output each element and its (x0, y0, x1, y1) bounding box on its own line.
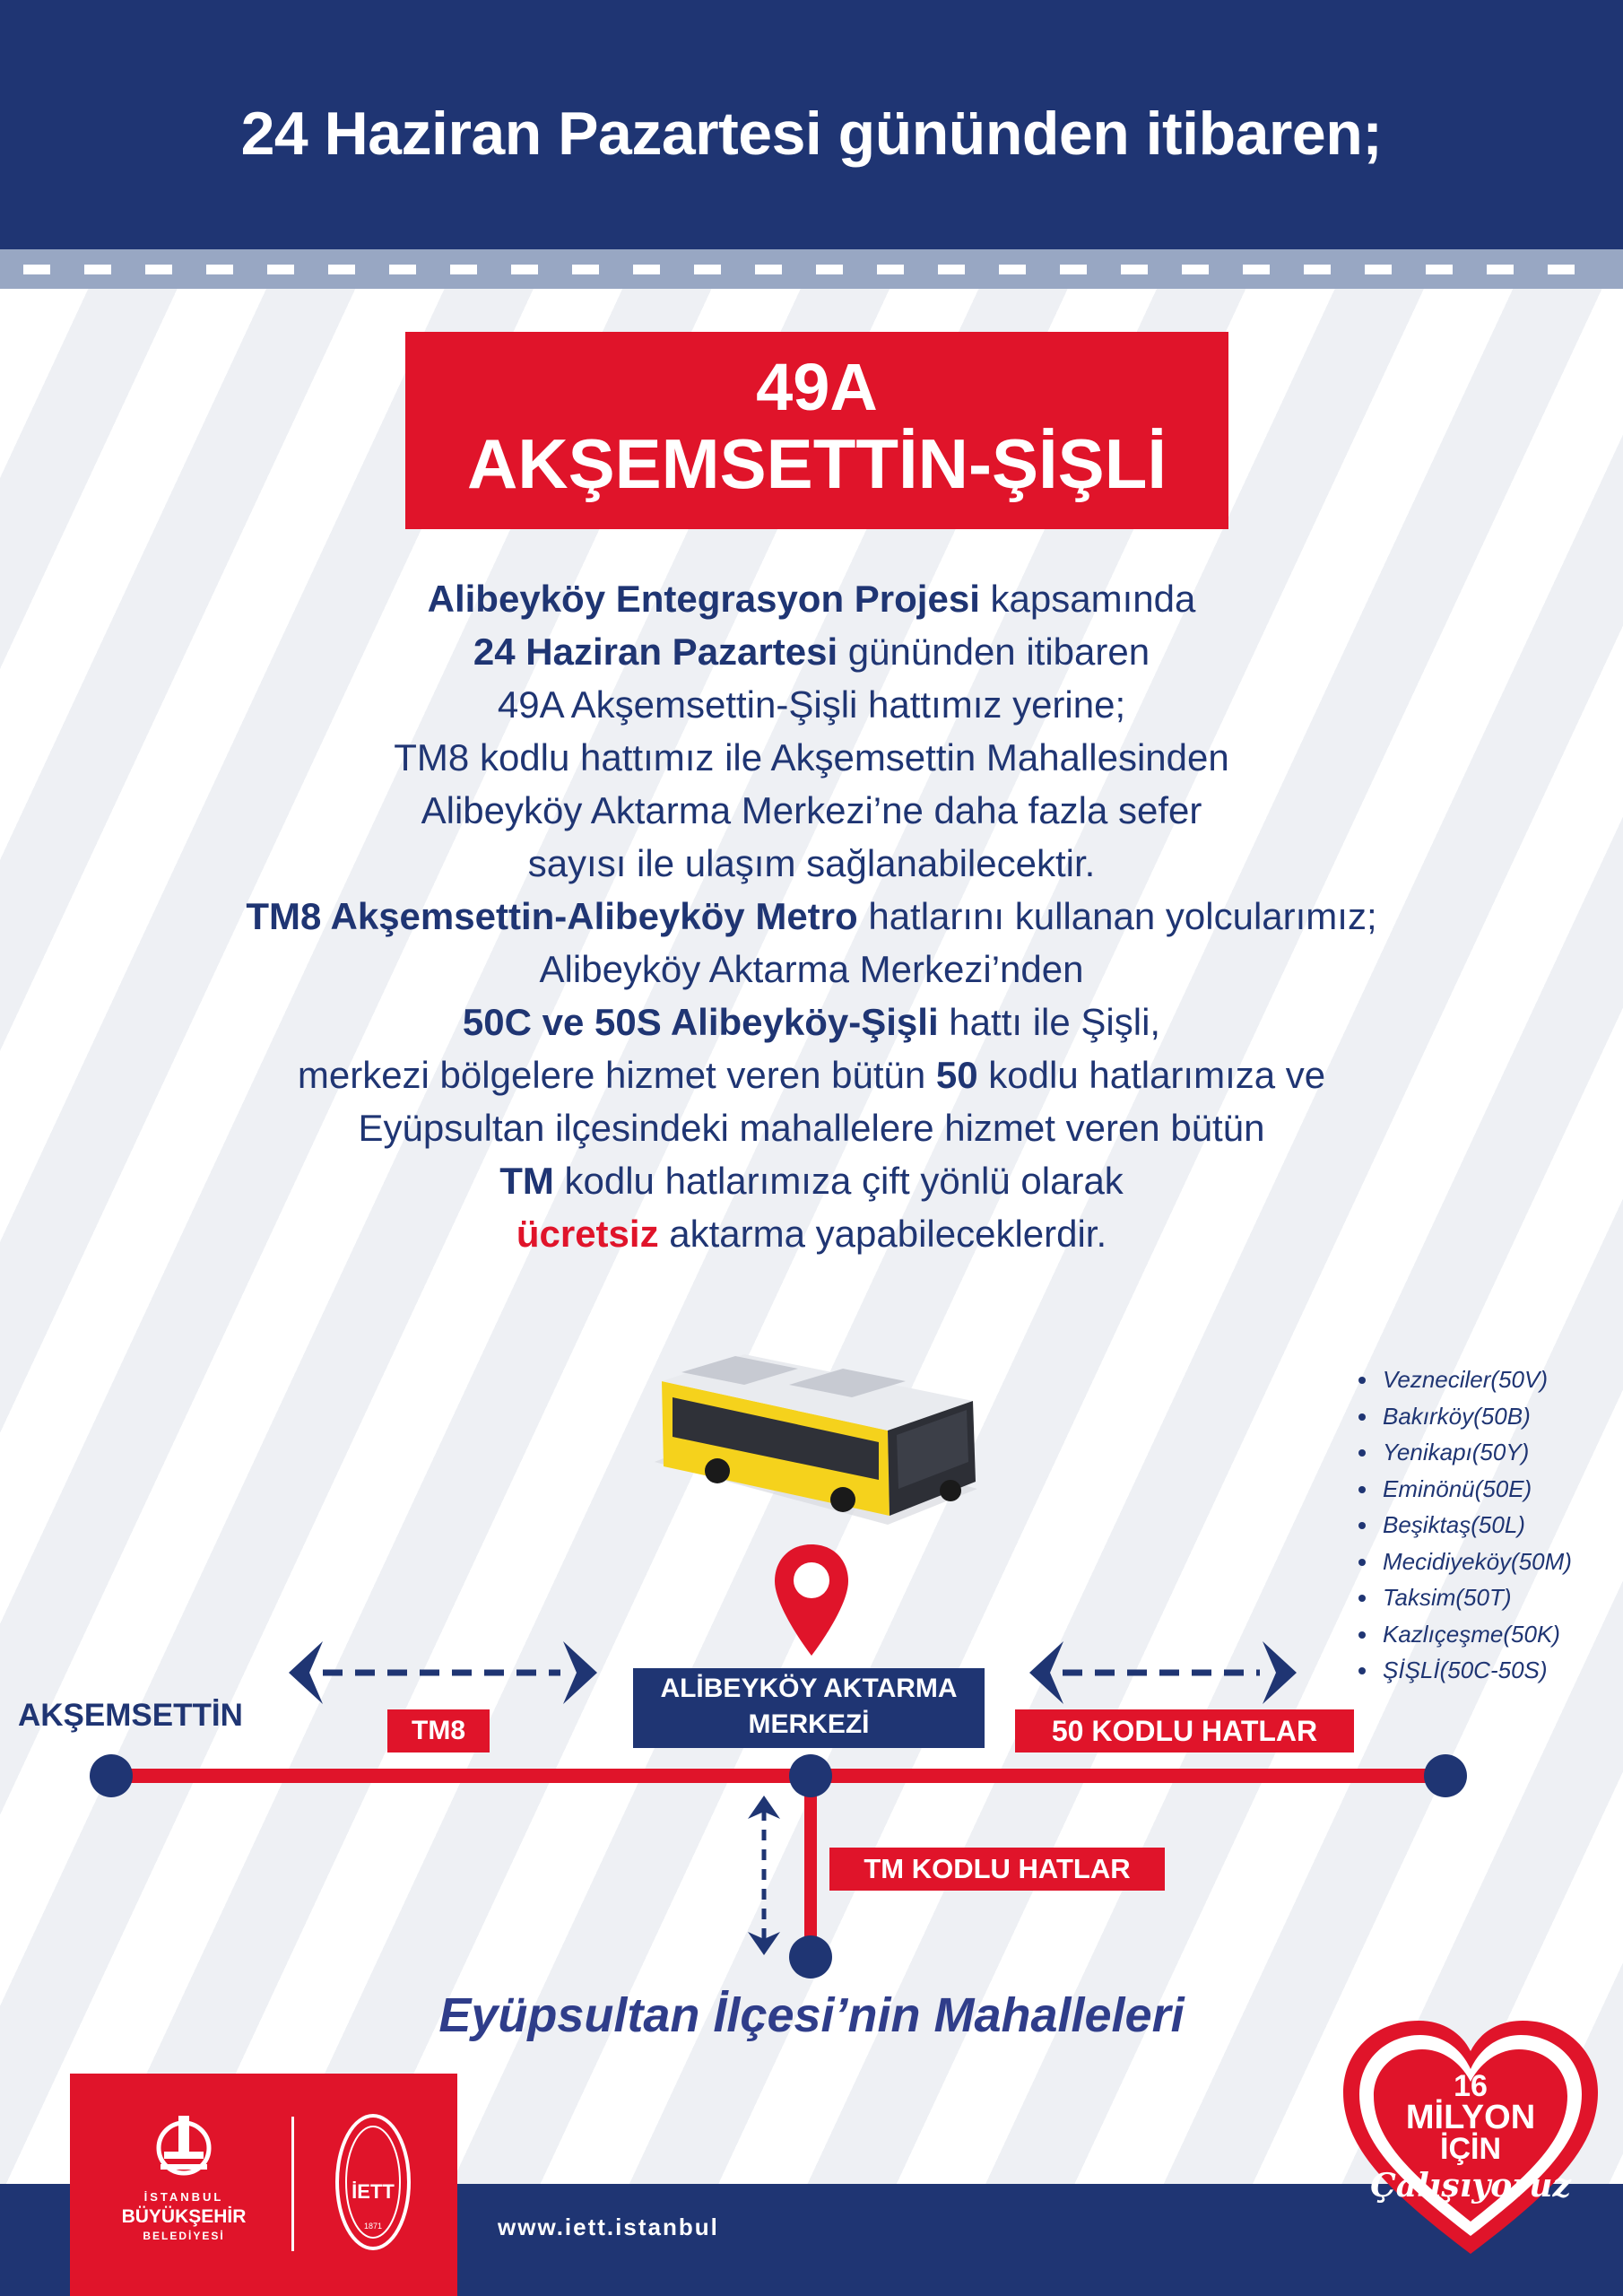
route-name: AKŞEMSETTİN-ŞİŞLİ (466, 424, 1167, 503)
tm8-tag: TM8 (387, 1709, 490, 1752)
left-station-label: AKŞEMSETTİN (18, 1698, 243, 1733)
announcement-line: Alibeyköy Aktarma Merkezi’ne daha fazla sefer (421, 789, 1202, 831)
iett-logo-text: İETT (352, 2180, 395, 2203)
hub-node (789, 1754, 832, 1797)
tm-lines-node (789, 1935, 832, 1979)
ibb-name-line3: BELEDİYESİ (143, 2230, 225, 2242)
route-title-box (405, 332, 1228, 529)
announcement-line: 50C ve 50S Alibeyköy-Şişli hattı ile Şişli, (462, 1001, 1161, 1043)
header-banner (0, 0, 1623, 249)
hub-label: ALİBEYKÖY AKTARMA MERKEZİ (633, 1668, 985, 1748)
akSemsettin-node (90, 1754, 133, 1797)
announcement-line: Alibeyköy Aktarma Merkezi’nden (539, 948, 1084, 990)
list-item: • Vezneciler(50V) (1379, 1361, 1572, 1398)
district-label: Eyüpsultan İlçesi’nin Mahalleleri (438, 1988, 1185, 2042)
left-arrow-head (289, 1641, 323, 1704)
logo-divider (291, 2117, 294, 2251)
header-title: 24 Haziran Pazartesi gününden itibaren; (240, 100, 1383, 168)
ibb-name-line2: BÜYÜKŞEHİR (121, 2206, 247, 2227)
fifty-lines-tag: 50 KODLU HATLAR (1015, 1709, 1354, 1752)
iett-year: 1871 (363, 2222, 383, 2231)
list-item: • Eminönü(50E) (1379, 1471, 1572, 1508)
route-code: 49A (756, 350, 878, 424)
announcement-text (54, 572, 1569, 1260)
bus-icon (637, 1345, 986, 1561)
ibb-logo-icon (148, 2112, 220, 2184)
list-item: • Beşiktaş(50L) (1379, 1507, 1572, 1544)
announcement-line: 49A Akşemsettin-Şişli hattımız yerine; (497, 683, 1126, 726)
announcement-line: TM8 Akşemsettin-Alibeyköy Metro hatlarını kullanan yolcularımız; (246, 895, 1377, 937)
destination-list (1347, 1361, 1572, 1689)
list-item: • Mecidiyeköy(50M) (1379, 1544, 1572, 1580)
list-item: • Taksim(50T) (1379, 1579, 1572, 1616)
announcement-line: Alibeyköy Entegrasyon Projesi kapsamında (427, 578, 1196, 620)
announcement-line: merkezi bölgelere hizmet veren bütün 50 kodlu hatlarımıza ve (297, 1054, 1326, 1096)
announcement-line: TM8 kodlu hattımız ile Akşemsettin Mahallesinden (394, 736, 1229, 778)
ibb-name-line1: İSTANBUL (143, 2190, 224, 2204)
announcement-line: ücretsiz aktarma yapabileceklerdir. (516, 1213, 1107, 1255)
svg-text:Çalışıyoruz: Çalışıyoruz (1370, 2167, 1571, 2205)
list-item: • Bakırköy(50B) (1379, 1398, 1572, 1435)
fifty-lines-node (1424, 1754, 1467, 1797)
iett-logo-icon (334, 2112, 412, 2252)
right-arrow-head (563, 1641, 597, 1704)
heart-slogan-icon (1336, 2013, 1605, 2260)
road-dashes (23, 265, 1601, 274)
list-item: • Yenikapı(50Y) (1379, 1434, 1572, 1471)
tm-lines-tag: TM KODLU HATLAR (829, 1848, 1165, 1891)
svg-text:16: 16 (1454, 2069, 1488, 2103)
announcement-line: Eyüpsultan ilçesindeki mahallelere hizmet veren bütün (358, 1107, 1265, 1149)
announcement-line: sayısı ile ulaşım sağlanabilecektir. (527, 842, 1096, 884)
website-url[interactable]: www.iett.istanbul (498, 2213, 719, 2240)
announcement-line: TM kodlu hatlarımıza çift yönlü olarak (499, 1160, 1124, 1202)
free-highlight: ücretsiz (516, 1213, 659, 1255)
list-item: • ŞİŞLİ(50C-50S) (1379, 1652, 1572, 1689)
announcement-line: 24 Haziran Pazartesi gününden itibaren (473, 631, 1150, 673)
list-item: • Kazlıçeşme(50K) (1379, 1616, 1572, 1653)
svg-text:İÇİN: İÇİN (1440, 2132, 1501, 2166)
svg-text:MİLYON: MİLYON (1405, 2099, 1536, 2136)
